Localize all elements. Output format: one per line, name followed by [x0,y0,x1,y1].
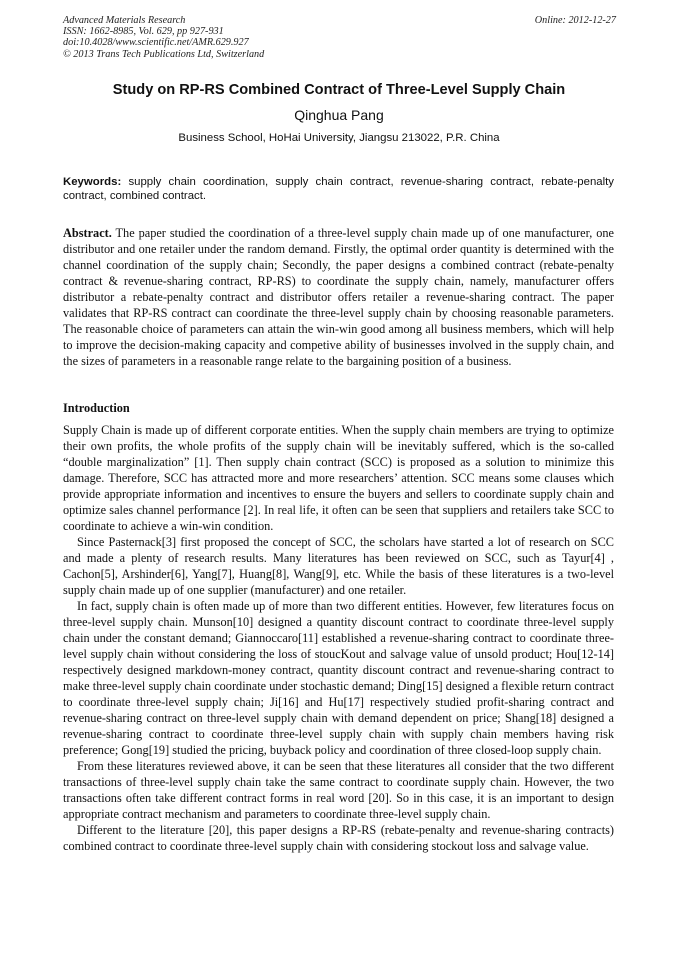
abstract-block [63,225,614,369]
abstract-label: Abstract. [63,226,112,240]
issn-line: ISSN: 1662-8985, Vol. 629, pp 927-931 [63,26,224,38]
paper-title: Study on RP-RS Combined Contract of Three-Level Supply Chain [112,82,566,98]
abstract-text: The paper studied the coordination of a three-level supply chain made up of one manufacturer, one distributor and one retailer under the random demand. Firstly, the optimal order quantity is determined with the channel coordination of the supply chain; Secondly, the paper designs a combined contract (rebate-penalty contract & revenue-sharing contract, RP-RS) to coordinate the supply chain, namely, manufacturer offers distributor a rebate-penalty contract and distributor offers retailer a revenue-sharing contract. The paper validates that RP-RS contract can coordinate the three-level supply chain by choosing reasonable parameters. The reasonable choice of parameters can attain the win-win good among all business members, which will help to improve the decision-making capacity and competive ability of businesses involved in the supply chain, and the sizes of parameters in a reasonable range relate to the bargaining position of a business. [63,226,614,368]
section-heading-introduction: Introduction [63,401,130,415]
keywords-label: Keywords: [63,176,122,188]
paragraph: Different to the literature [20], this paper designs a RP-RS (rebate-penalty and revenue-sharing contracts) combined contract to coordinate three-level supply chain with considering stockout loss and salvage value. [63,823,614,853]
doi-line: doi:10.4028/www.scientific.net/AMR.629.927 [63,37,249,49]
journal-name: Advanced Materials Research [63,15,186,26]
paragraph: Since Pasternack[3] first proposed the concept of SCC, the scholars have started a lot of research on SCC and made a plenty of research results. Many literatures has been reviewed on SCC, such as Tayur[4] , Cachon[5], Arshinder[6], Yang[7], Huang[8], Wang[9], etc. While the basis of these literatures is a two-level supply chain made up of one supplier (manufacturer) and one retailer. [63,535,614,597]
keywords-block [63,175,614,203]
keywords-text: supply chain coordination, supply chain contract, revenue-sharing contract, rebate-penalty contract, combined contract. [63,176,615,202]
paragraph: In fact, supply chain is often made up of more than two different entities. However, few literatures focus on three-level supply chain. Munson[10] designed a quantity discount contract to coordinate three-level supply chain under the constant demand; Giannoccaro[11] established a revenue-sharing contract to coordinate three-level supply chain without considering the loss of stoucKout and salvage value of unsold product; Hou[12-14] respectively designed markdown-money contract, quantity discount contract and revenue-sharing contract to make three-level supply chain coordinate under stochastic demand; Ding[15] designed a flexible return contract to coordinate three-level supply chain; Ji[16] and Hu[17] respectively studied profit-sharing contract and revenue-sharing contract on three-level supply chain with demand dependent on price; Shang[18] designed a revenue-sharing contract to coordinate three-level supply chain with supply chain members having risk preference; Gong[19] studied the pricing, buyback policy and coordination of three closed-loop supply chain. [63,599,614,757]
affiliation: Business School, HoHai University, Jiangsu 213022, P.R. China [178,132,500,144]
introduction-body [63,422,614,854]
online-date: Online: 2012-12-27 [534,15,616,26]
journal-header [63,15,264,60]
paragraph: From these literatures reviewed above, it can be seen that these literatures all consider that the two different transactions of three-level supply chain take the same contract to coordinate supply chain. However, the two transactions often take different contract forms in real word [20]. So in this case, it is an important to design appropriate contract mechanism and parameters to coordinate three-level supply chain. [63,759,614,821]
paragraph: Supply Chain is made up of different corporate entities. When the supply chain members are trying to optimize their own profits, the whole profits of the supply chain will be inevitably suffered, which is the so-called “double marginalization” [1]. Then supply chain contract (SCC) is proposed as a solution to minimize this damage. Therefore, SCC has attracted more and more researchers’ attention. SCC means some clauses which provide appropriate information and incentives to ensure the buyers and sellers to coordinate supply chain and optimize sales channel performance [2]. In real life, it often can be seen that suppliers and retailers take SCC to coordinate to achieve a win-win condition. [63,423,614,533]
author-name: Qinghua Pang [294,107,384,123]
copyright-line: © 2013 Trans Tech Publications Ltd, Switzerland [63,48,265,60]
